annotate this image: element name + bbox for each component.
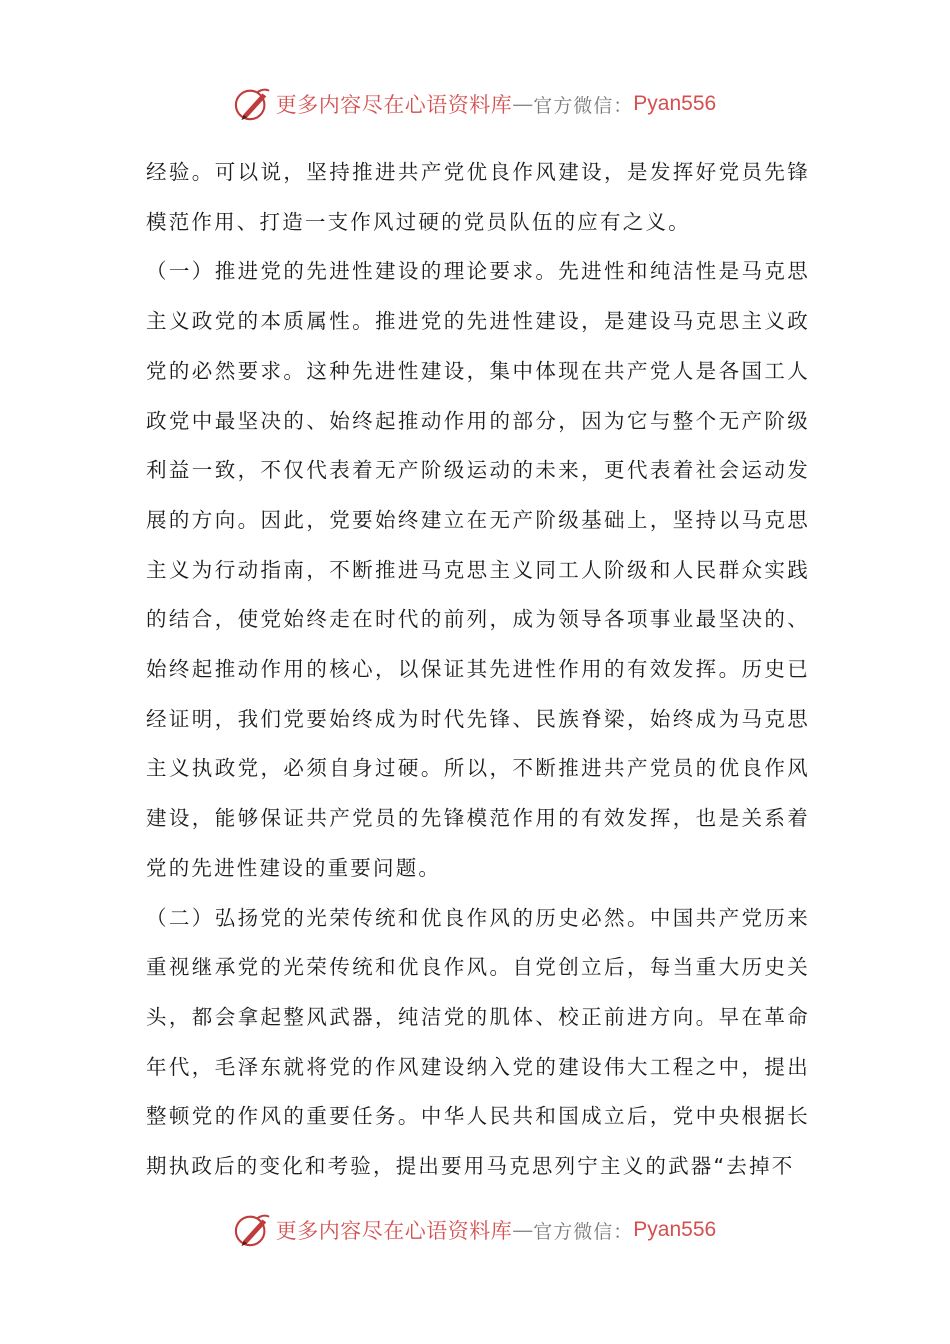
pen-logo-icon (234, 85, 272, 123)
header-banner-separator: — (512, 92, 534, 116)
header-wechat-id: Pyan556 (633, 92, 717, 115)
pen-logo-icon (234, 1211, 272, 1249)
header-banner-text: 更多内容尽在心语资料库 (275, 93, 513, 117)
paragraph-2: （一）推进党的先进性建设的理论要求。先进性和纯洁性是马克思主义政党的本质属性。推进党的先进性建设，是建设马克思主义政党的必然要求。这种先进性建设，集中体现在共产党人是各国工人政党中最坚决的、始终起推动作用的部分，因为它与整个无产阶级利益一致，不仅代表着无产阶级运动的未来，更代表着社会运动发展的方向。因此，党要始终建立在无产阶级基础上，坚持以马克思主义为行动指南，不断推进马克思主义同工人阶级和人民群众实践的结合，使党始终走在时代的前列，成为领导各项事业最坚决的、始终起推动作用的核心，以保证其先进性作用的有效发挥。历史已经证明，我们党要始终成为时代先锋、民族脊梁，始终成为马克思主义执政党，必须自身过硬。所以，不断推进共产党员的优良作风建设，能够保证共产党员的先锋模范作用的有效发挥，也是关系着党的先进性建设的重要问题。 (146, 259, 810, 880)
header-banner (0, 82, 950, 126)
document-body (146, 148, 810, 1192)
footer-wechat-id: Pyan556 (633, 1218, 717, 1241)
paragraph-3: （二）弘扬党的光荣传统和优良作风的历史必然。中国共产党历来重视继承党的光荣传统和优良作风。自党创立后，每当重大历史关头，都会拿起整风武器，纯洁党的肌体、校正前进方向。早在革命年代，毛泽东就将党的作风建设纳入党的建设伟大工程之中，提出整顿党的作风的重要任务。中华人民共和国成立后，党中央根据长期执政后的变化和考验，提出要用马克思列宁主义的武器“去掉不 (146, 905, 810, 1179)
footer-banner-separator: — (512, 1218, 534, 1242)
footer-banner-text: 更多内容尽在心语资料库 (275, 1219, 513, 1243)
footer-banner (0, 1208, 950, 1252)
footer-wechat-label: 官方微信： (533, 1220, 634, 1243)
paragraph-1: 经验。可以说，坚持推进共产党优良作风建设，是发挥好党员先锋模范作用、打造一支作风过硬的党员队伍的应有之义。 (146, 160, 810, 234)
header-wechat-label: 官方微信： (533, 94, 634, 117)
